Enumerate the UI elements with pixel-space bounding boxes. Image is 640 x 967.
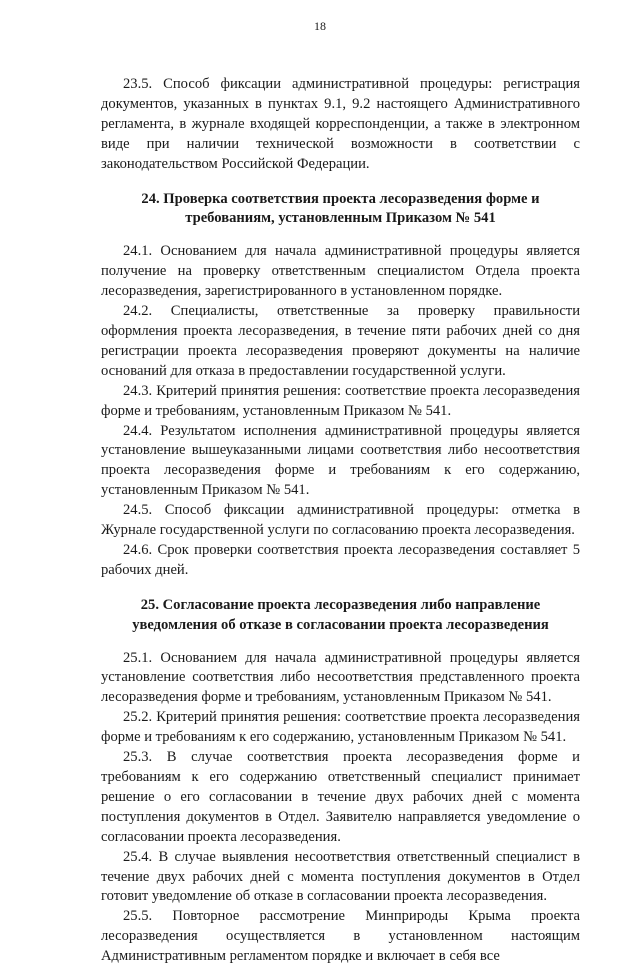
section-heading-25: 25. Согласование проекта лесоразведения либо направление уведомления об отказе в согласовании проекта лесоразведения bbox=[132, 596, 549, 633]
paragraph-24-3: 24.3. Критерий принятия решения: соответствие проекта лесоразведения форме и требованиям, установленным Приказом № 541. bbox=[101, 382, 580, 419]
paragraph-24-2: 24.2. Специалисты, ответственные за проверку правильности оформления проекта лесоразведения, в течение пяти рабочих дней со дня регистрации проекта лесоразведения проверяют документы на наличие оснований для отказа в предоставлении государственной услуги. bbox=[101, 303, 580, 379]
paragraph-25-5: 25.5. Повторное рассмотрение Минприроды Крыма проекта лесоразведения осуществляется в установленном настоящим Административным регламентом порядке и включает в себя все bbox=[101, 908, 580, 965]
paragraph-25-3: 25.3. В случае соответствия проекта лесоразведения форме и требованиям к его содержанию ответственный специалист принимает решение о его согласовании в течение двух рабочих дней с момента поступления документов в Отдел. Заявителю направляется уведомление о согласовании проекта лесоразведения. bbox=[101, 749, 580, 845]
paragraph-24-5: 24.5. Способ фиксации административной процедуры: отметка в Журнале государственной услуги по согласованию проекта лесоразведения. bbox=[101, 502, 580, 539]
paragraph-24-4: 24.4. Результатом исполнения административной процедуры является установление вышеуказанными лицами соответствия либо несоответствия проекта лесоразведения форме и требованиям к его содержанию, установленным Приказом № 541. bbox=[101, 422, 580, 499]
paragraph-23-5: 23.5. Способ фиксации административной процедуры: регистрация документов, указанных в пунктах 9.1, 9.2 настоящего Административного регламента, в журнале входящей корреспонденции, а также в электронном виде при наличии технической возможности в соответствии с законодательством Российской Федерации. bbox=[101, 76, 580, 172]
paragraph-25-4: 25.4. В случае выявления несоответствия ответственный специалист в течение двух рабочих дней с момента поступления документов в Отдел готовит уведомление об отказе в согласовании проекта лесоразведения. bbox=[101, 848, 580, 905]
section-heading-24: 24. Проверка соответствия проекта лесоразведения форме и требованиям, установленным Приказом № 541 bbox=[141, 190, 540, 227]
page-number: 18 bbox=[314, 19, 326, 33]
paragraph-25-1: 25.1. Основанием для начала административной процедуры является установление соответствия либо несоответствия представленного проекта лесоразведения форме и требованиям, установленным Приказом № 541. bbox=[101, 649, 580, 706]
paragraph-24-6: 24.6. Срок проверки соответствия проекта лесоразведения составляет 5 рабочих дней. bbox=[101, 541, 580, 578]
paragraph-24-1: 24.1. Основанием для начала административной процедуры является получение на проверку ответственным специалистом Отдела проекта лесоразведения, зарегистрированного в установленном порядке. bbox=[101, 243, 580, 300]
document-body bbox=[101, 75, 580, 967]
paragraph-25-2: 25.2. Критерий принятия решения: соответствие проекта лесоразведения форме и требованиям к его содержанию, установленным Приказом № 541. bbox=[101, 709, 580, 746]
